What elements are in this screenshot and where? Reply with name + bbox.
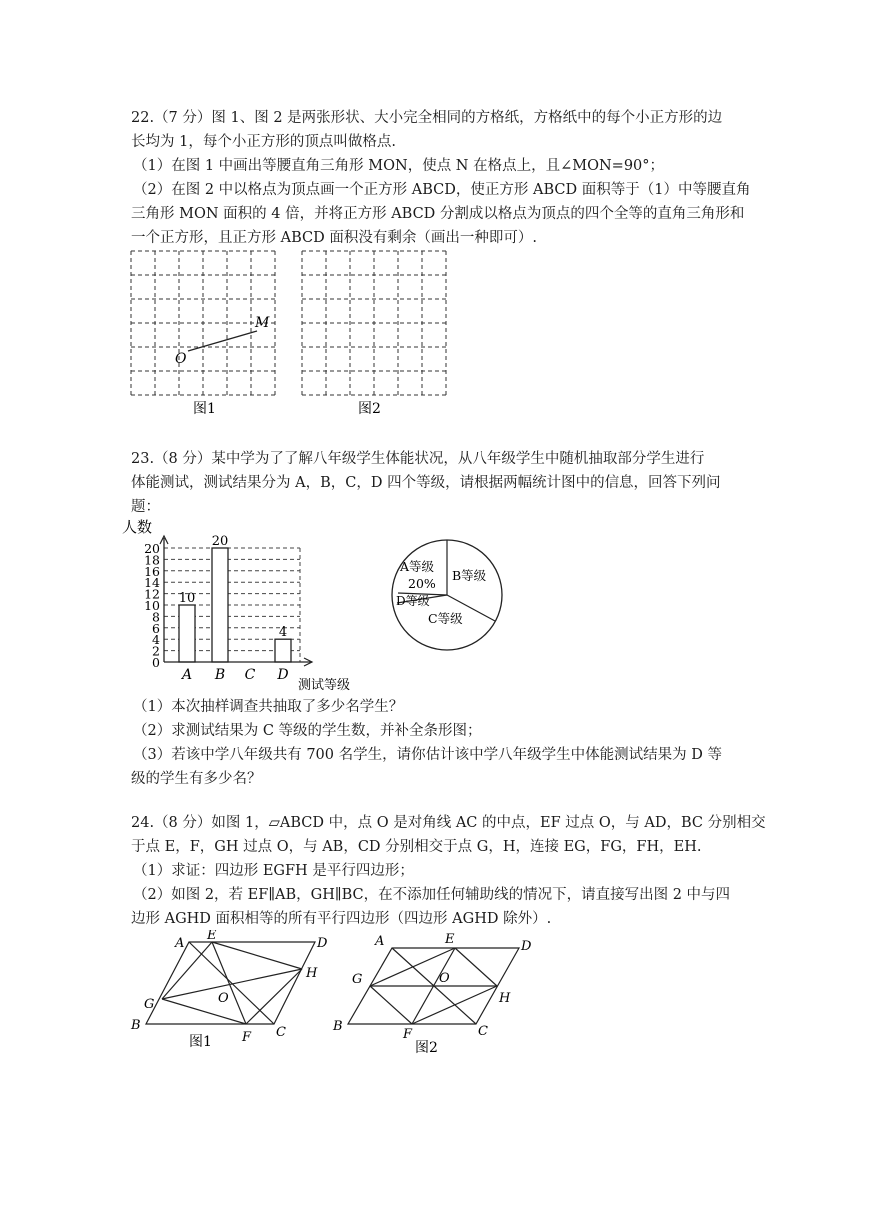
f2-label-a: A bbox=[375, 934, 385, 949]
bar-A bbox=[179, 605, 195, 662]
y-tick-20: 20 bbox=[144, 541, 160, 556]
f1-label-o: O bbox=[218, 991, 229, 1006]
bar-chart bbox=[112, 514, 370, 694]
q24-line-5: 边形 AGHD 面积相等的所有平行四边形（四边形 AGHD 除外）. bbox=[131, 911, 552, 927]
fig1-caption: 图1 bbox=[193, 401, 216, 417]
q24-fig1-caption: 图1 bbox=[189, 1034, 212, 1050]
f1-label-e: E bbox=[207, 930, 217, 943]
bar-label-D: 4 bbox=[278, 625, 288, 641]
bar-label-A: 10 bbox=[178, 591, 196, 606]
f1-label-a: A bbox=[175, 936, 185, 951]
f2-label-f: F bbox=[403, 1027, 413, 1042]
f1-label-g: G bbox=[144, 997, 155, 1012]
pie-label-a: A等级 bbox=[400, 559, 435, 574]
bar-label-B: 20 bbox=[211, 534, 229, 549]
q22-figure-1 bbox=[125, 245, 285, 425]
q24-figure-2 bbox=[325, 930, 540, 1060]
f1-label-b: B bbox=[131, 1018, 141, 1033]
bar-B bbox=[212, 548, 228, 662]
f2-label-o: O bbox=[439, 971, 450, 986]
bar-chart-ylabel: 人数 bbox=[122, 518, 153, 536]
y-tick-18: 18 bbox=[144, 552, 160, 568]
y-tick-0: 0 bbox=[152, 655, 160, 670]
q24-line-1: 24.（8 分）如图 1，▱ABCD 中，点 O 是对角线 AC 的中点，EF 过点 O，与 AD，BC 分别相交 bbox=[131, 815, 766, 831]
f2-label-e: E bbox=[445, 932, 455, 947]
fig2-caption: 图2 bbox=[358, 401, 381, 417]
q24-fig2-caption: 图2 bbox=[415, 1040, 438, 1056]
y-tick-16: 16 bbox=[144, 563, 160, 579]
y-tick-14: 14 bbox=[144, 575, 160, 591]
q23-line-3: 题： bbox=[131, 499, 160, 515]
q22-line-5: 三角形 MON 面积的 4 倍，并将正方形 ABCD 分割成以格点为顶点的四个全等的直角三角形和 bbox=[131, 206, 745, 222]
pie-label-b: B等级 bbox=[452, 568, 487, 583]
x-tick-C: C bbox=[244, 667, 256, 683]
x-tick-B: B bbox=[214, 667, 226, 683]
pie-chart bbox=[390, 535, 510, 655]
q23-sub-3: （3）若该中学八年级共有 700 名学生，请你估计该中学八年级学生中体能测试结果为 D 等 bbox=[133, 747, 722, 763]
q22-line-6: 一个正方形，且正方形 ABCD 面积没有剩余（画出一种即可）. bbox=[131, 230, 537, 246]
q24-figure-1 bbox=[125, 930, 335, 1055]
pie-label-d: D等级 bbox=[396, 594, 430, 608]
segment-om bbox=[188, 331, 257, 351]
bar-chart-xlabel: 测试等级 bbox=[298, 678, 351, 693]
q22-line-4: （2）在图 2 中以格点为顶点画一个正方形 ABCD，使正方形 ABCD 面积等于（1）中等腰直角 bbox=[133, 182, 751, 198]
q22-line-3: （1）在图 1 中画出等腰直角三角形 MON，使点 N 在格点上，且∠MON=90°； bbox=[133, 158, 665, 174]
y-tick-8: 8 bbox=[152, 609, 160, 625]
f1-label-f: F bbox=[242, 1030, 252, 1045]
q23-sub-2: （2）求测试结果为 C 等级的学生数，并补全条形图； bbox=[133, 723, 482, 739]
q24-line-4: （2）如图 2，若 EF∥AB，GH∥BC，在不添加任何辅助线的情况下，请直接写出图 2 中与四 bbox=[133, 887, 731, 903]
f2-label-b: B bbox=[333, 1019, 343, 1034]
q24-line-2: 于点 E，F，GH 过点 O，与 AB，CD 分别相交于点 G，H，连接 EG，FG，FH，EH. bbox=[131, 839, 702, 855]
f1-label-c: C bbox=[276, 1025, 286, 1040]
q23-sub-1: （1）本次抽样调查共抽取了多少名学生？ bbox=[133, 699, 404, 715]
x-tick-A: A bbox=[181, 667, 193, 683]
f2-label-g: G bbox=[352, 972, 363, 987]
q22-line-2: 长均为 1，每个小正方形的顶点叫做格点. bbox=[131, 134, 396, 150]
y-tick-12: 12 bbox=[144, 586, 160, 602]
y-tick-10: 10 bbox=[144, 598, 160, 613]
pie-label-a-percent: 20% bbox=[408, 576, 436, 591]
f2-label-c: C bbox=[478, 1024, 488, 1039]
q23-line-1: 23.（8 分）某中学为了了解八年级学生体能状况，从八年级学生中随机抽取部分学生进行 bbox=[131, 451, 705, 467]
y-tick-6: 6 bbox=[152, 620, 160, 636]
f1-label-h: H bbox=[306, 966, 318, 981]
label-o: O bbox=[175, 351, 187, 367]
pie-label-c: C等级 bbox=[428, 611, 463, 626]
y-tick-2: 2 bbox=[152, 643, 160, 659]
q23-sub-4: 级的学生有多少名？ bbox=[131, 771, 262, 787]
q22-line-1: 22.（7 分）图 1、图 2 是两张形状、大小完全相同的方格纸，方格纸中的每个小正方形的边 bbox=[131, 110, 723, 126]
f2-label-d: D bbox=[521, 939, 532, 954]
x-tick-D: D bbox=[277, 667, 289, 683]
y-tick-4: 4 bbox=[152, 632, 160, 648]
bar-D bbox=[275, 639, 291, 662]
label-m: M bbox=[255, 315, 270, 331]
q23-line-2: 体能测试，测试结果分为 A，B，C，D 四个等级，请根据两幅统计图中的信息，回答下列问 bbox=[131, 475, 721, 491]
f2-label-h: H bbox=[499, 991, 511, 1006]
q24-line-3: （1）求证：四边形 EGFH 是平行四边形； bbox=[133, 863, 414, 879]
f1-label-d: D bbox=[317, 936, 328, 951]
q22-figure-2 bbox=[296, 245, 456, 425]
